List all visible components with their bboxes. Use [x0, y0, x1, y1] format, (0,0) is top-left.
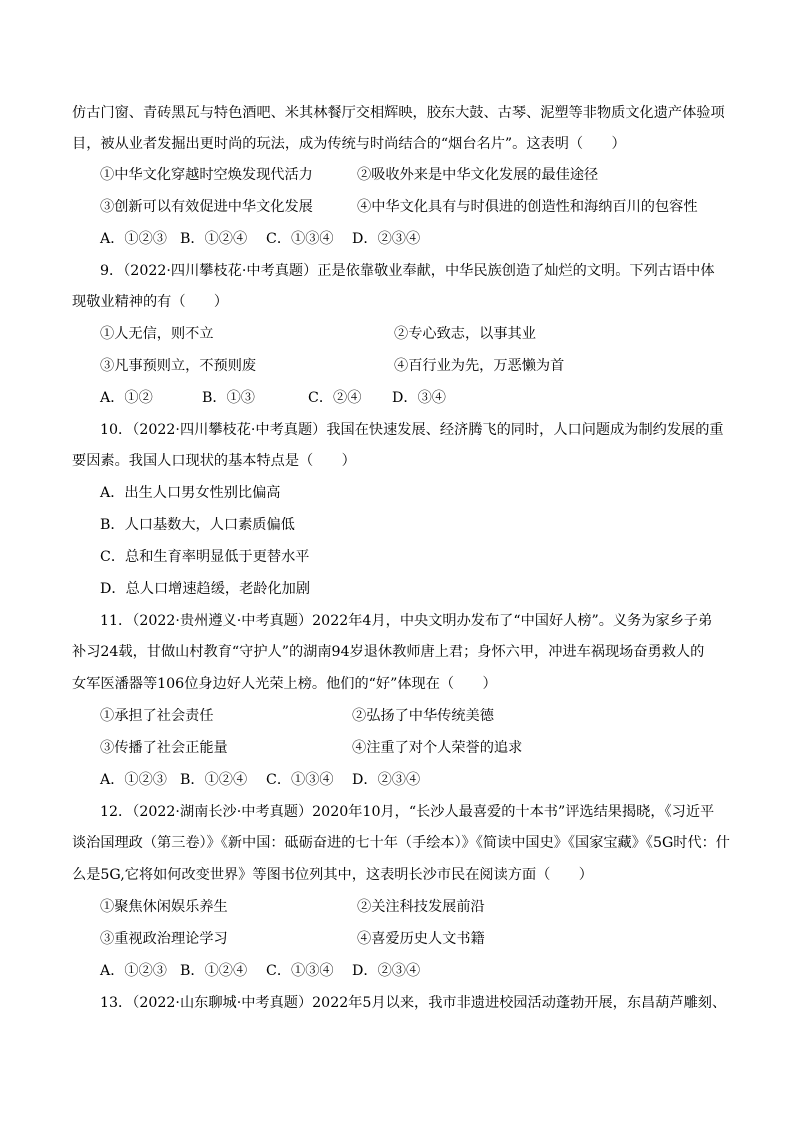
q9-option-4: ④百行业为先，万恶懒为首 [394, 358, 565, 374]
q10-answer-c: C．总和生育率明显低于更替水平 [100, 549, 310, 565]
q12-stem-line-1: 12．（2022·湖南长沙·中考真题）2020年10月，“长沙人最喜爱的十本书”评选结果揭晓，《习近平 [100, 804, 715, 820]
q12-option-4: ④喜爱历史人文书籍 [357, 931, 485, 947]
intro-answer-a: A．①②③ [100, 231, 167, 247]
q12-stem-line-3: 么是5G,它将如何改变世界》等图书位列其中，这表明长沙市民在阅读方面（ ） [72, 867, 593, 883]
q10-answer-d: D．总人口增速趋缓，老龄化加剧 [100, 581, 311, 597]
q11-answer-d: D．②③④ [352, 772, 421, 788]
q9-answer-d: D．③④ [392, 390, 446, 406]
q12-option-2: ②关注科技发展前沿 [357, 899, 485, 915]
q12-answer-choices [100, 962, 420, 980]
q11-option-4: ④注重了对个人荣誉的追求 [352, 740, 523, 756]
intro-line-2: 目，被从业者发掘出更时尚的玩法，成为传统与时尚结合的“烟台名片”。这表明（ ） [72, 136, 626, 152]
q13-stem-line-1: 13．（2022·山东聊城·中考真题）2022年5月以来，我市非遗进校园活动蓬勃开展，东昌葫芦雕刻、 [100, 995, 727, 1011]
q9-answer-a: A．①② [100, 390, 153, 406]
q12-answer-d: D．②③④ [352, 963, 421, 979]
q11-option-1: ①承担了社会责任 [100, 708, 214, 724]
intro-option-1: ①中华文化穿越时空焕发现代活力 [100, 167, 313, 183]
q9-stem-line-1: 9．（2022·四川攀枝花·中考真题）正是依靠敬业奉献，中华民族创造了灿烂的文明。下列古语中体 [100, 263, 715, 279]
q11-stem-line-3: 女军医潘器等106位身边好人光荣上榜。他们的“好”体现在（ ） [72, 676, 497, 692]
q11-option-2: ②弘扬了中华传统美德 [352, 708, 494, 724]
intro-answer-b: B．①②④ [180, 231, 248, 247]
q10-answer-b: B．人口基数大，人口素质偏低 [100, 517, 295, 533]
q9-option-3: ③凡事预则立，不预则废 [100, 358, 257, 374]
q9-answer-b: B．①③ [202, 390, 255, 406]
q12-option-3: ③重视政治理论学习 [100, 931, 228, 947]
q10-stem-line-2: 要因素。我国人口现状的基本特点是（ ） [72, 453, 356, 469]
q12-option-1: ①聚焦休闲娱乐养生 [100, 899, 228, 915]
q11-answer-a: A．①②③ [100, 772, 167, 788]
q11-answer-choices [100, 771, 420, 789]
q11-stem-line-2: 补习24载，甘做山村教育“守护人”的湖南94岁退休教师唐上君；身怀六甲，冲进车祸现场奋勇救人的 [72, 644, 705, 660]
q12-answer-a: A．①②③ [100, 963, 167, 979]
intro-line-1: 仿古门窗、青砖黑瓦与特色酒吧、米其林餐厅交相辉映，胶东大鼓、古琴、泥塑等非物质文化遗产体验项 [72, 105, 725, 121]
q10-stem-line-1: 10．（2022·四川攀枝花·中考真题）我国在快速发展、经济腾飞的同时，人口问题成为制约发展的重 [100, 422, 724, 438]
q9-stem-line-2: 现敬业精神的有（ ） [72, 294, 229, 310]
q9-answer-c: C．②④ [308, 390, 362, 406]
intro-answer-c: C．①③④ [266, 231, 334, 247]
q9-answer-choices [100, 389, 446, 407]
q12-answer-b: B．①②④ [180, 963, 248, 979]
intro-option-4: ④中华文化具有与时俱进的创造性和海纳百川的包容性 [357, 199, 698, 215]
q11-stem-line-1: 11．（2022·贵州遵义·中考真题）2022年4月，中央文明办发布了“中国好人榜”。义务为家乡子弟 [100, 613, 713, 629]
intro-answer-choices [100, 230, 420, 248]
intro-answer-d: D．②③④ [352, 231, 421, 247]
q12-stem-line-2: 谈治国理政（第三卷）》《新中国：砥砺奋进的七十年（手绘本）》《简读中国史》《国家宝藏》《5G时代：什 [72, 835, 730, 851]
q9-option-2: ②专心致志，以事其业 [394, 326, 536, 342]
intro-option-3: ③创新可以有效促进中华文化发展 [100, 199, 313, 215]
q11-answer-b: B．①②④ [180, 772, 248, 788]
intro-option-2: ②吸收外来是中华文化发展的最佳途径 [357, 167, 599, 183]
q11-option-3: ③传播了社会正能量 [100, 740, 228, 756]
q11-answer-c: C．①③④ [266, 772, 334, 788]
q9-option-1: ①人无信，则不立 [100, 326, 214, 342]
q10-answer-a: A．出生人口男女性别比偏高 [100, 485, 281, 501]
q12-answer-c: C．①③④ [266, 963, 334, 979]
